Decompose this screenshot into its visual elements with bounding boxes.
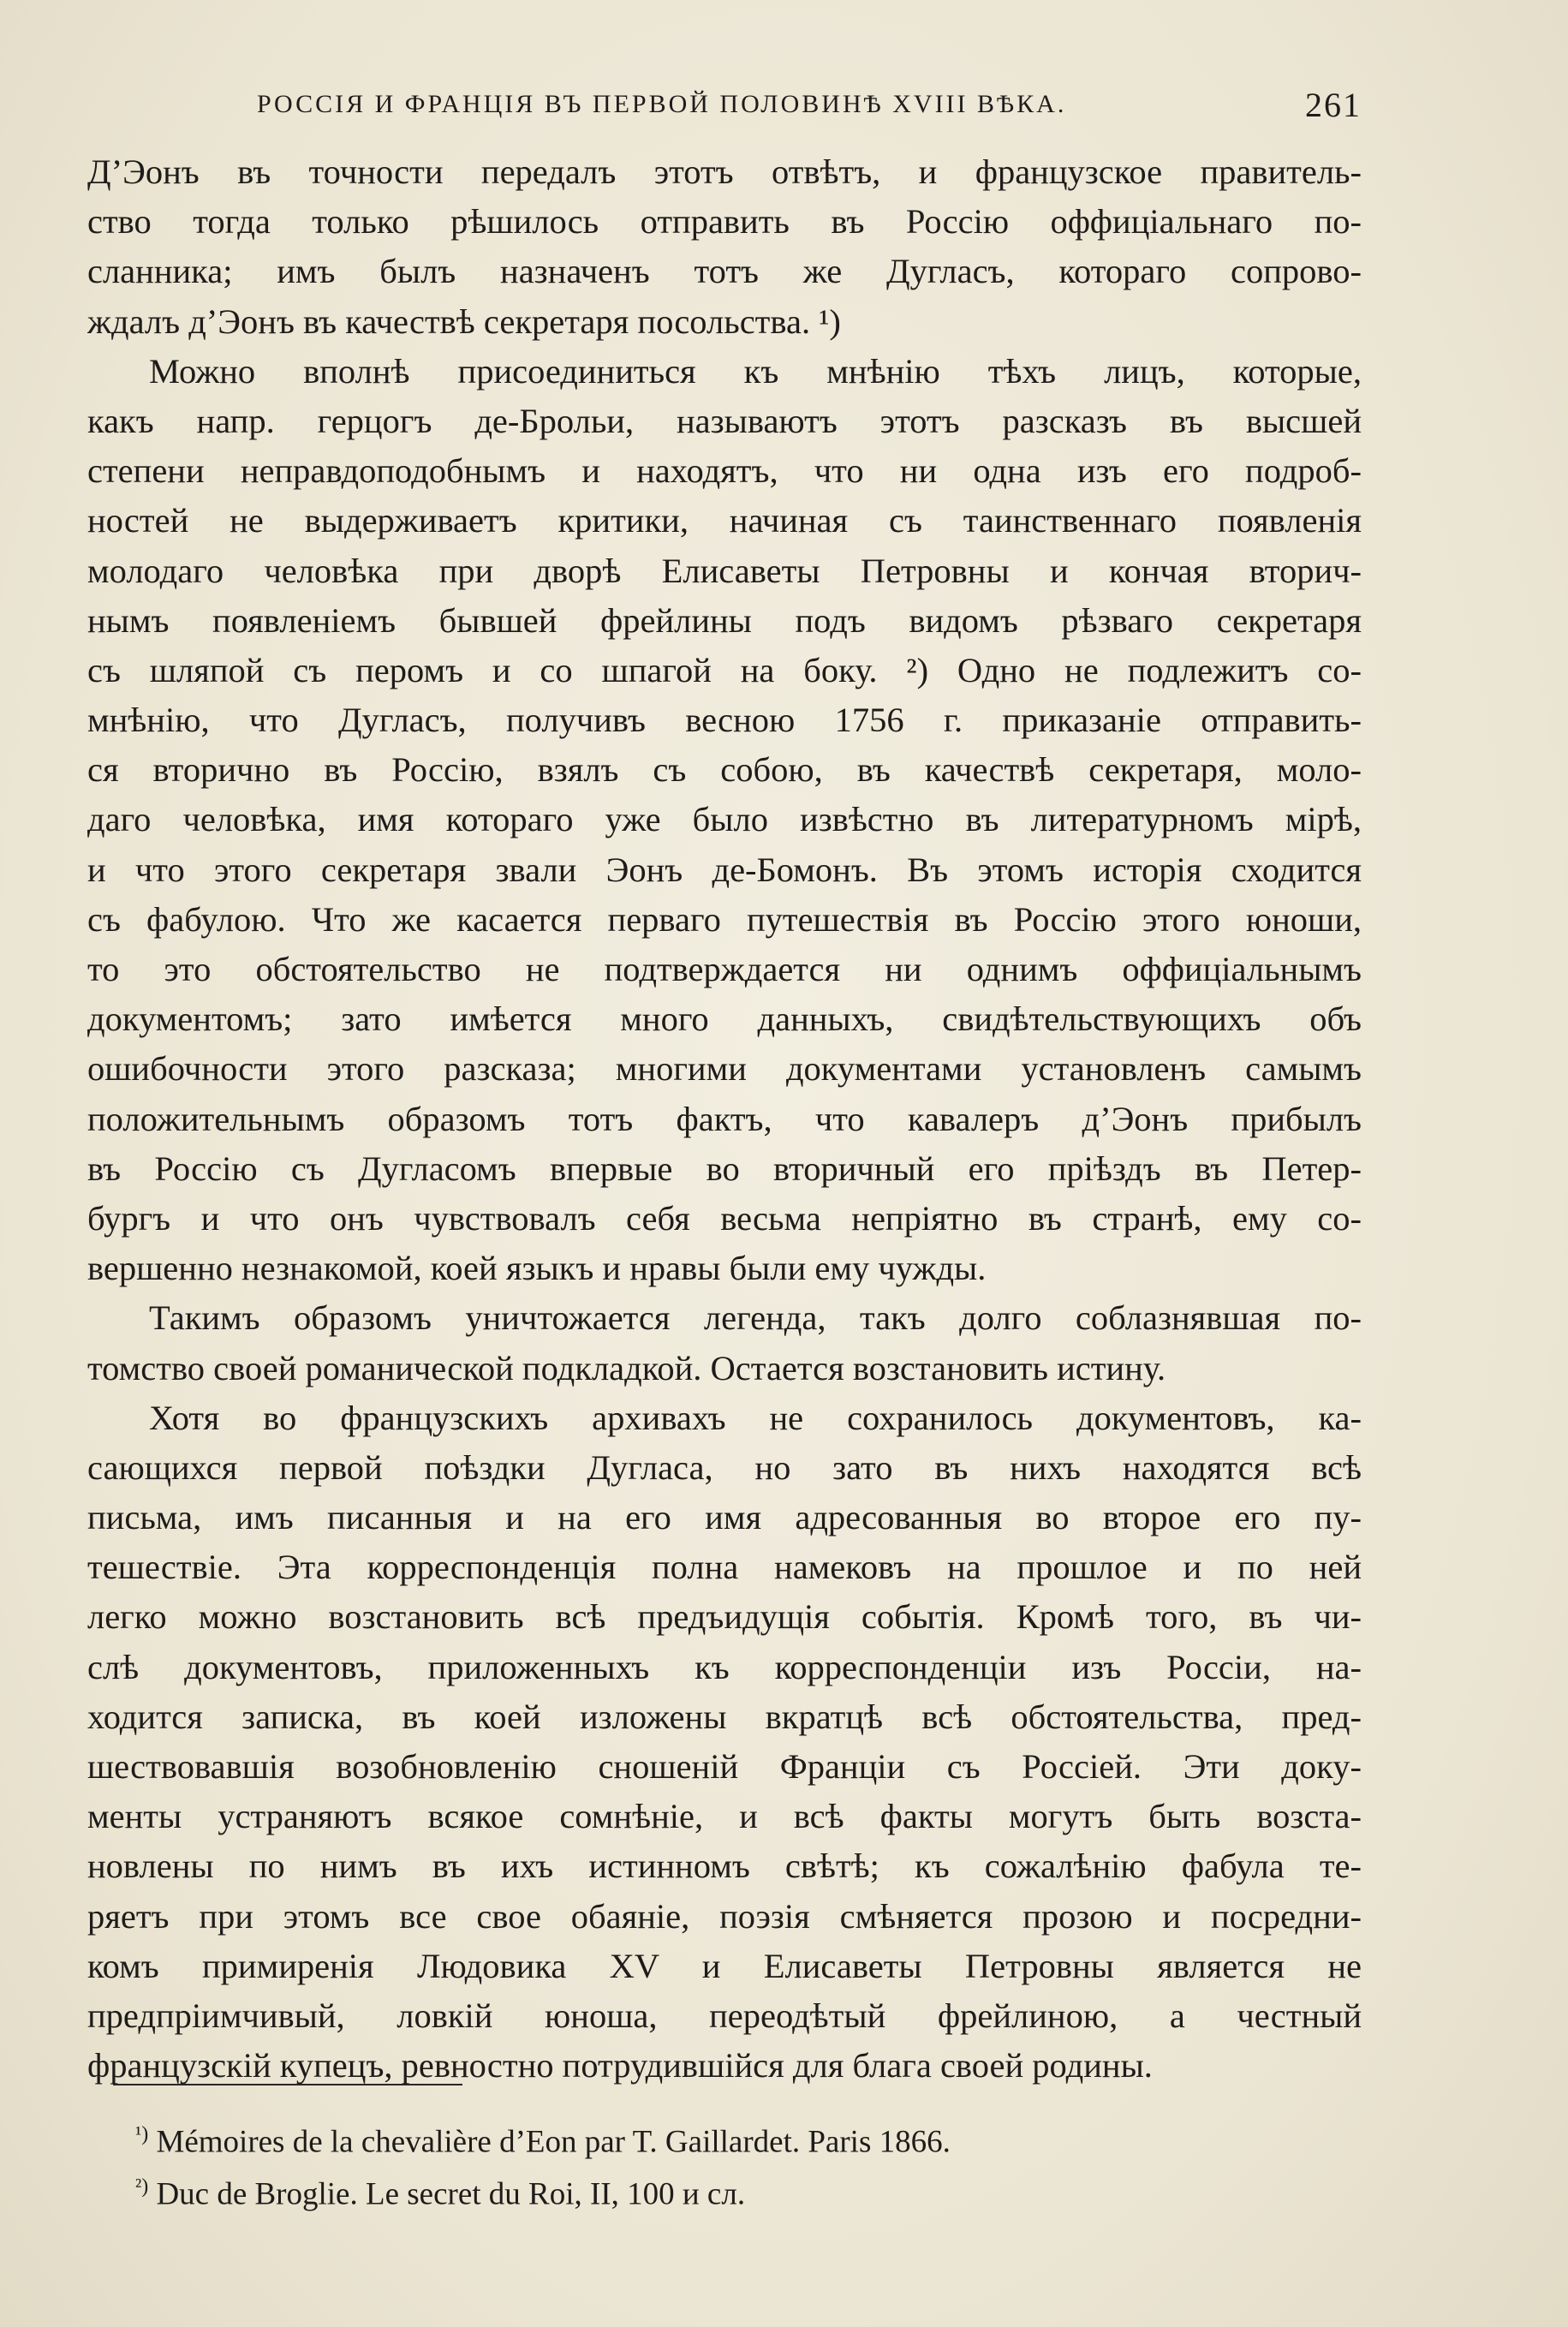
body-text [87,147,1362,2091]
text-line: въ Россію съ Дугласомъ впервые во вторичный его пріѣздъ въ Петер- [87,1149,1362,1188]
footnote [135,2112,1249,2164]
paragraph [87,1393,1362,2091]
text-line: ностей не выдерживаетъ критики, начиная съ таинственнаго появленія [87,501,1362,540]
text-line: ошибочности этого разсказа; многими документами установленъ самымъ [87,1049,1362,1089]
text-line: Хотя во французскихъ архивахъ не сохранилось документовъ, ка- [149,1398,1362,1437]
footnote-mark: ²) [135,2175,149,2199]
text-line: молодаго человѣка при дворѣ Елисаветы Петровны и кончая вторич- [87,551,1362,590]
text-line: ходится записка, въ коей изложены вкратцѣ всѣ обстоятельства, пред- [87,1697,1362,1736]
text-line: тешествіе. Эта корреспонденція полна намековъ на прошлое и по ней [87,1548,1362,1587]
text-line: Такимъ образомъ уничтожается легенда, такъ долго соблазнявшая по- [149,1298,1362,1338]
text-line: и что этого секретаря звали Эонъ де-Бомонъ. Въ этомъ исторія сходится [87,850,1362,889]
text-line: даго человѣка, имя котораго уже было извѣстно въ литературномъ мірѣ, [87,800,1362,839]
text-line: Можно вполнѣ присоединиться къ мнѣнію тѣхъ лицъ, которые, [149,351,1362,391]
text-line: вершенно незнакомой, коей языкъ и нравы были ему чужды. [87,1249,987,1288]
text-line: шествовавшія возобновленію сношеній Франціи съ Россіей. Эти доку- [87,1747,1362,1786]
text-line: мнѣнію, что Дугласъ, получивъ весною 1756 г. приказаніе отправить- [87,701,1362,740]
text-line: съ фабулою. Что же касается перваго путешествія въ Россію этого юноши, [87,899,1362,939]
text-line: слѣ документовъ, приложенныхъ къ корреспонденціи изъ Россіи, на- [87,1647,1362,1686]
text-line: то это обстоятельство не подтверждается ни однимъ оффиціальнымъ [87,950,1362,988]
text-line: томство своей романической подкладкой. Остается возстановить истину. [87,1348,1166,1387]
text-line: нымъ появленіемъ бывшей фрейлины подъ видомъ рѣзваго секретаря [87,600,1362,640]
footnote [135,2164,1249,2217]
footnote-rule [113,2084,462,2085]
text-line: новлены по нимъ въ ихъ истинномъ свѣтѣ; къ сожалѣнію фабула те- [87,1847,1362,1886]
footnotes [135,2112,1249,2217]
text-line: ряетъ при этомъ все свое обаяніе, поэзія смѣняется прозою и посредни- [87,1896,1362,1936]
text-line: степени неправдоподобнымъ и находятъ, что ни одна изъ его подроб- [87,451,1362,491]
text-line: менты устраняютъ всякое сомнѣніе, и всѣ факты могутъ быть возста- [87,1797,1362,1836]
text-line: французскій купецъ, ревностно потрудившійся для блага своей родины. [87,2046,1153,2085]
text-line: документомъ; зато имѣется много данныхъ, свидѣтельствующихъ объ [87,999,1362,1039]
text-line: ждалъ д’Эонъ въ качествѣ секретаря посольства. ¹) [87,301,841,341]
text-line: бургъ и что онъ чувствовалъ себя весьма непріятно въ странѣ, ему со- [87,1198,1362,1238]
text-line: ство тогда только рѣшилось отправить въ Россію оффиціальнаго по- [87,202,1362,242]
text-line: какъ напр. герцогъ де-Брольи, называютъ этотъ разсказъ въ высшей [87,401,1362,440]
text-line: предпріимчивый, ловкій юноша, переодѣтый фрейлиною, а честный [87,1996,1362,2035]
running-head: РОССІЯ И ФРАНЦІЯ ВЪ ПЕРВОЙ ПОЛОВИНѢ XVIII ВѢКА. [257,90,1067,118]
paragraph [87,147,1362,347]
footnote-text: Duc de Broglie. Le secret du Roi, II, 100 и сл. [156,2176,746,2212]
page-number: 261 [1305,86,1362,124]
text-line: сланника; имъ былъ назначенъ тотъ же Дугласъ, котораго сопрово- [87,252,1362,291]
text-line: положительнымъ образомъ тотъ фактъ, что кавалеръ д’Эонъ прибылъ [87,1099,1362,1138]
footnote-text: Mémoires de la chevalière d’Eon par T. Gaillardet. Paris 1866. [156,2124,951,2160]
footnote-mark: ¹) [135,2123,149,2145]
page-header [257,86,1362,141]
text-line: съ шляпой съ перомъ и со шпагой на боку. ²) Одно не подлежитъ со- [87,650,1362,689]
paragraph [87,1293,1362,1393]
text-line: письма, имъ писанныя и на его имя адресованныя во второе его пу- [87,1498,1362,1537]
text-line: легко можно возстановить всѣ предъидущія событія. Кромѣ того, въ чи- [87,1597,1362,1637]
text-line: сающихся первой поѣздки Дугласа, но зато въ нихъ находятся всѣ [87,1447,1362,1487]
text-line: Д’Эонъ въ точности передалъ этотъ отвѣтъ, и французское правитель- [87,152,1362,191]
text-line: ся вторично въ Россію, взялъ съ собою, въ качествѣ секретаря, моло- [87,750,1362,790]
paragraph [87,347,1362,1294]
text-line: комъ примиренія Людовика XV и Елисаветы Петровны является не [87,1946,1362,1985]
